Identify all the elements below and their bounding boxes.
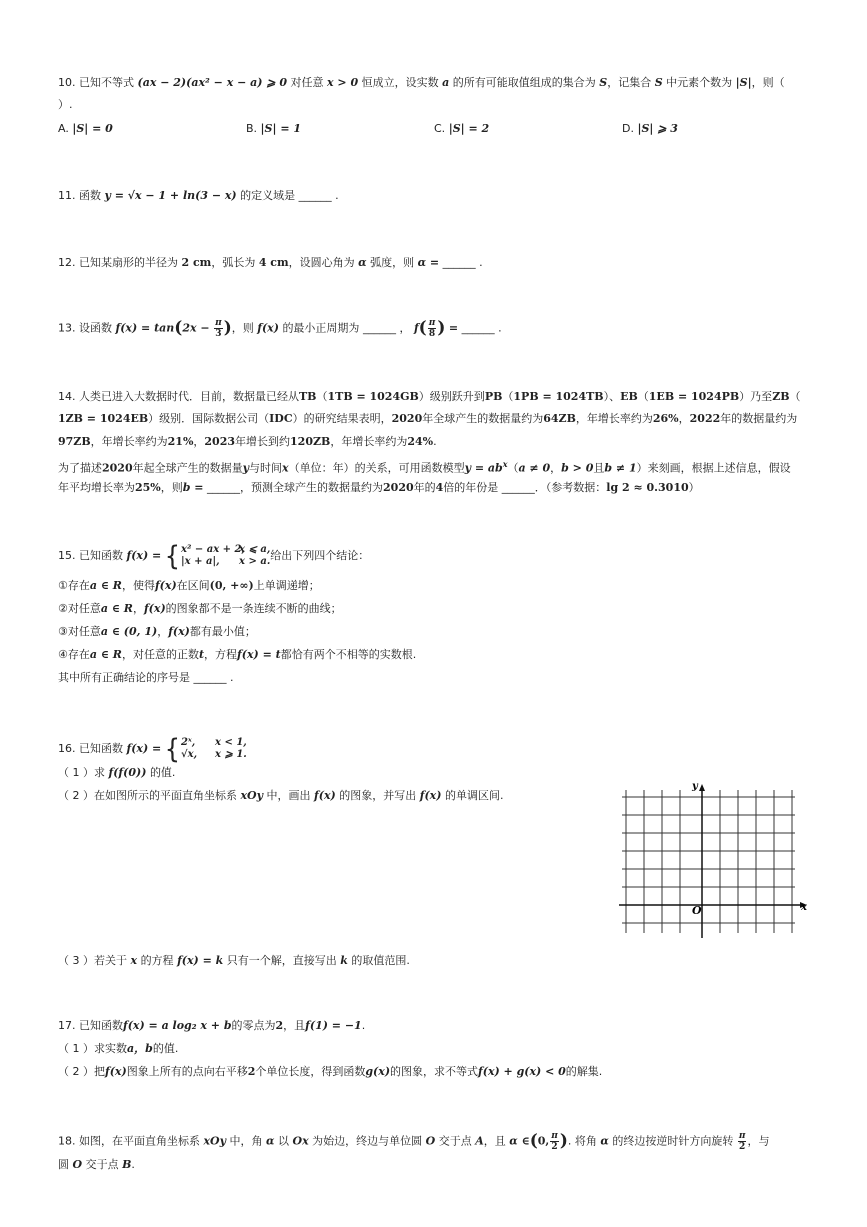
q16-text: 的单调区间. [444,789,504,802]
q16-math: f(x) = k [177,954,224,967]
q10-option-b[interactable] [246,122,301,135]
q15-statement-4 [58,647,416,662]
q18-text: . 将角 [567,1134,597,1148]
q14-year: 2023 [204,435,236,448]
q18-text: 圆 [58,1158,69,1171]
q14-pb-def: 1PB = 1024TB [513,390,604,403]
q15-text: ④存在 [58,648,90,661]
q15-blank[interactable]: ______ [193,671,227,684]
q15-stem [58,540,370,572]
q15-math: a ∈ R [89,648,122,661]
q10-text-e: ，记集合 [607,76,652,89]
q14-text: ，年增长率约为 [330,435,408,448]
q12-arc-length: 4 cm [258,256,289,269]
q14-text: ， [193,435,205,448]
q14-text: 年的数据量约为 [720,412,798,425]
q14-year: 2020 [391,412,423,425]
q15-text: 在区间 [176,579,210,592]
option-label: B. [246,122,258,135]
q14-text: 年平均增长率为 [58,481,135,494]
q14-blank-year[interactable]: ______ [501,481,535,494]
q14-text: （单位：年）的关系，可用函数模型 [288,461,465,475]
q17-stem [58,1018,365,1033]
q12-alpha-eq: α = [417,256,440,269]
q18-math: α [266,1134,275,1148]
q16-brace: { [164,733,181,765]
q16-part-1 [58,765,175,780]
q14-value: 64ZB [543,412,576,425]
q14-text: （ [789,390,801,403]
q18-text: 18. 如图，在平面直角坐标系 [58,1134,200,1148]
q12-stem [58,255,483,270]
q17-part-2 [58,1064,602,1079]
q10-stem [58,75,785,90]
q17-text: 图象上所有的点向右平移 [126,1065,248,1078]
q14-pb: PB [484,390,503,403]
q14-text: （ [507,461,519,475]
q15-text: 上单调递增； [253,579,320,592]
q11-text-a: 11. 函数 [58,189,101,202]
q17-math: 2 [247,1065,256,1078]
q14-line4 [58,457,791,476]
q14-text: （ [316,390,328,403]
q13-eq: = [448,321,459,335]
q13-pi-over-3: $\frac{\pi}{3}$ [215,318,222,339]
grid-lines [622,790,795,933]
q10-text-c: 恒成立，设实数 [361,76,439,89]
q15-cases [181,544,270,568]
q17-text: ，且 [283,1019,306,1032]
q11-stem [58,188,339,203]
q16-math: k [340,954,348,967]
option-math: |S| = 0 [72,122,113,135]
q18-text: ，与 [747,1134,770,1148]
q14-text: ）来刻画，根据上述信息，假设 [636,461,791,475]
q17-text: . [361,1019,366,1032]
q16-case1-expr: 2ˣ, [181,737,196,748]
q18-text: ，且 [483,1134,506,1148]
q14-idc: IDC [269,412,293,425]
q18-text: . [131,1158,135,1171]
q16-part-3 [58,953,410,968]
q14-text: ）乃至 [739,390,773,403]
q14-text: ，年增长率约为 [575,412,653,425]
q15-math: f(x) [154,579,177,592]
q14-text: ，则 [160,481,183,494]
q15-text: 其中所有正确结论的序号是 [58,671,190,684]
q14-text: 年的 [413,481,436,494]
q14-ref-data: lg 2 ≈ 0.3010 [606,481,689,494]
q13-stem [58,318,502,339]
q10-option-c[interactable] [434,122,489,135]
q14-cond: a ≠ 0 [518,461,551,475]
q15-math: a ∈ (0, 1) [100,625,158,638]
q14-text: 为了描述 [58,461,102,475]
option-label: D. [622,122,634,135]
q14-model: y = ab [464,461,503,475]
q15-math: a ∈ R [89,579,122,592]
q14-text: （ [637,390,649,403]
q12-text-d: 弧度，则 [370,256,415,269]
y-axis-arrow [699,784,705,791]
q10-condition: x > 0 [327,76,359,89]
q10-set-s: S [599,76,608,89]
q14-year: 2022 [689,412,721,425]
y-axis-label: y [692,781,698,792]
option-label: A. [58,122,69,135]
option-label: C. [434,122,446,135]
q13-text-a: 13. 设函数 [58,321,112,335]
q13-end: . [498,321,502,335]
q11-end: . [335,189,339,202]
q14-line1 [58,389,801,404]
q10-text-g: ，则（ [751,76,785,89]
q14-line2 [58,411,797,426]
q14-rate: 26% [652,412,679,425]
q18-math: 0, [537,1134,550,1148]
q17-text: 个单位长度，得到函数 [255,1065,366,1078]
q15-text: ，方程 [204,648,238,661]
option-math: |S| = 2 [448,122,490,135]
q16-text: 16. 已知函数 [58,742,123,755]
q15-text: ②对任意 [58,602,101,615]
q18-math: Ox [292,1134,309,1148]
q15-text: 15. 已知函数 [58,549,123,562]
q15-text: ①存在 [58,579,90,592]
q16-math: x [130,954,138,967]
q15-case2-expr: |x + a|, [181,556,220,567]
q18-text: 交于点 [438,1134,472,1148]
q16-text: 的取值范围. [351,954,410,967]
q16-math: f(x) [314,789,336,802]
q14-b-eq: b = [182,481,204,494]
q12-text-a: 12. 已知某扇形的半径为 [58,256,178,269]
q18-pi-over-2-b: $\frac{\pi}{2}$ [738,1131,746,1152]
q15-case1-expr: x² − ax + 2, [181,544,245,555]
q14-text: 年全球产生的数据量约为 [422,412,544,425]
q10-set-s2: S [654,76,663,89]
q15-text: 的图象都不是一条连续不断的曲线； [165,602,342,615]
q18-text: 交于点 [85,1158,119,1171]
q16-case1-cond: x < 1, [215,737,247,748]
q17-text: 的图象，求不等式 [390,1065,479,1078]
q16-text: （ 3 ）若关于 [58,954,127,967]
q15-math: (0, +∞) [209,579,254,592]
q14-text: ，预测全球产生的数据量约为 [240,481,384,494]
q15-math: a ∈ R [100,602,133,615]
q15-text: 都恰有两个不相等的实数根. [280,648,417,661]
q16-text: （ 2 ）在如图所示的平面直角坐标系 [58,789,237,802]
q14-rate: 25% [135,481,161,494]
q12-radius: 2 cm [181,256,212,269]
q12-alpha: α [358,256,367,269]
q17-text: 的值. [152,1042,179,1055]
q14-text: ， [678,412,690,425]
q12-text-c: ，设圆心角为 [288,256,355,269]
q15-math: f(x) [143,602,166,615]
q18-math: xOy [203,1134,227,1148]
q16-text: 中，画出 [266,789,311,802]
q14-model-exp: x [502,459,508,469]
x-axis-label: x [801,902,807,913]
q16-text: 的图象，并写出 [339,789,417,802]
q16-fx: f(x) = [126,742,162,755]
q14-text: ）级别跃升到 [418,390,485,403]
q14-text: 14. 人类已进入大数据时代．目前，数据量已经从 [58,390,299,403]
q10-abs-s: |S| [735,76,752,89]
q18-math: α [600,1134,609,1148]
q16-math: f(x) [419,789,442,802]
q13-tan: f(x) = tan [115,321,175,335]
q14-text: 倍的年份是 [443,481,499,494]
q14-eb: EB [620,390,638,403]
q14-rate: 24% [407,435,434,448]
q15-text: 都有最小值； [189,625,256,638]
q17-part-1 [58,1041,178,1056]
q18-pi-over-2: $\frac{\pi}{2}$ [551,1131,558,1152]
q11-text-b: 的定义域是 [240,189,296,202]
q14-cond: b > 0 [561,461,594,475]
q14-var-y: y [242,461,250,475]
q16-case2-cond: x ⩾ 1. [215,749,247,760]
q13-paren-close: ) [223,318,232,338]
q13-paren2-open: ( [418,318,427,338]
q11-blank[interactable]: ______ [298,189,332,202]
coordinate-grid[interactable] [615,780,815,940]
q18-paren-open: ( [529,1131,538,1151]
q16-text: 的值. [149,766,176,779]
q16-text: 只有一个解，直接写出 [226,954,337,967]
q14-year: 2020 [102,461,133,475]
q13-paren2-close: ) [437,318,446,338]
q15-case2-cond: x > a. [239,556,271,567]
q10-text-d: 的所有可能取值组成的集合为 [452,76,596,89]
q15-case1-cond: x ⩽ a, [239,544,271,555]
q12-text-b: ，弧长为 [211,256,256,269]
q18-text: 中，角 [229,1134,263,1148]
q18-text: 以 [278,1134,290,1148]
q14-tb-def: 1TB = 1024GB [327,390,419,403]
q10-text-f: 中元素个数为 [666,76,733,89]
q16-text: 的方程 [140,954,174,967]
q17-text: （ 2 ）把 [58,1065,105,1078]
q15-statement-1 [58,578,320,593]
q14-text: 且 [593,461,605,475]
q14-text: ）、 [603,390,621,403]
q10-text-b: 对任意 [290,76,324,89]
q14-rate: 21% [167,435,194,448]
q14-value: 97ZB [58,435,91,448]
q18-text: 的终边按逆时针方向旋转 [612,1134,734,1148]
option-math: |S| = 1 [260,122,302,135]
q14-text: 年增长到约 [235,435,291,448]
q13-arg: 2x − [182,321,210,335]
q17-condition: f(1) = −1 [305,1019,362,1032]
q15-answer-line [58,670,234,685]
q15-text: ， [132,602,144,615]
q17-text: 的零点为 [231,1019,276,1032]
q16-part-2 [58,788,503,803]
q18-math: B [122,1158,132,1171]
q18-math: A [475,1134,484,1148]
q12-blank[interactable]: ______ [442,256,476,269]
q13-f: f [413,321,419,335]
q14-text: 与时间 [249,461,283,475]
q10-var-a: a [442,76,450,89]
q16-stem [58,733,247,765]
q14-year: 2020 [383,481,414,494]
q13-sep: ， [399,321,411,335]
q13-pi-over-8: $\frac{\pi}{8}$ [428,318,436,339]
q15-text: ， [157,625,169,638]
q13-fx: f(x) [257,321,279,335]
q16-math: xOy [240,789,264,802]
q17-math: f(x) [105,1065,127,1078]
q16-text: （ 1 ）求 [58,766,105,779]
q13-blank-value[interactable]: ______ [461,321,495,335]
q14-cond: b ≠ 1 [604,461,637,475]
q14-text: ， [550,461,562,475]
q18-math: O [72,1158,83,1171]
q15-fx: f(x) = [126,549,162,562]
q17-math: f(x) + g(x) < 0 [478,1065,566,1078]
q17-two: 2 [275,1019,284,1032]
q15-statement-3 [58,624,256,639]
q13-text-b: ，则 [231,321,254,335]
q14-text: ．（参考数据： [534,481,607,494]
q15-brace: { [164,540,181,572]
q12-end: . [479,256,483,269]
q14-text: ）的研究结果表明， [292,412,392,425]
q16-case2-expr: √x, [181,749,198,760]
q13-blank-period[interactable]: ______ [362,321,396,335]
q18-stem-2 [58,1157,135,1172]
q18-paren-close: ) [559,1131,568,1151]
q18-math: α ∈ [509,1134,530,1148]
q16-math: f(f(0)) [108,766,147,779]
q15-text: ③对任意 [58,625,101,638]
q10-inequality: (ax − 2)(ax² − x − a) ⩾ 0 [137,76,288,89]
q15-text: 给出下列四个结论： [270,549,370,562]
option-math: |S| ⩾ 3 [637,122,678,135]
q14-zb-def: 1ZB = 1024EB [58,412,149,425]
q15-statement-2 [58,601,342,616]
q14-var-x: x [282,461,289,475]
origin-label: O [692,904,702,917]
q17-function: f(x) = a log₂ x + b [123,1019,232,1032]
q15-end: . [230,671,234,684]
q14-line5 [58,480,700,495]
q10-option-d[interactable] [622,122,678,135]
q15-text: ，对任意的正数 [121,648,199,661]
q13-paren-open: ( [174,318,183,338]
q17-math: a，b [127,1042,153,1055]
q14-value: 120ZB [290,435,331,448]
q17-math: g(x) [365,1065,391,1078]
q10-stem-tail: ）. [58,98,73,111]
q14-line3 [58,434,437,449]
q14-eb-def: 1EB = 1024PB [648,390,740,403]
q10-option-a[interactable] [58,122,113,135]
q14-text: ，年增长率约为 [90,435,168,448]
q13-text-c: 的最小正周期为 [282,321,360,335]
q11-function: y = √x − 1 + ln(3 − x) [104,189,237,202]
q14-text: 年起全球产生的数据量 [132,461,243,475]
q14-tb: TB [299,390,317,403]
q15-text: ，使得 [121,579,155,592]
q17-text: 的解集. [565,1065,603,1078]
q15-math: f(x) [168,625,190,638]
q17-text: （ 1 ）求实数 [58,1042,127,1055]
q14-four: 4 [435,481,444,494]
q14-text: ） [688,481,700,494]
q17-text: 17. 已知函数 [58,1019,123,1032]
q14-text: . [433,435,437,448]
q14-zb: ZB [772,390,790,403]
q14-text: ）级别．国际数据公司（ [148,412,270,425]
q18-text: 为始边，终边与单位圆 [312,1134,423,1148]
q14-text: （ [502,390,514,403]
q10-text-a: 10. 已知不等式 [58,76,134,89]
q15-math: t [198,648,205,661]
q14-blank-b[interactable]: ______ [207,481,241,494]
q16-cases [181,737,247,761]
q18-math: O [425,1134,436,1148]
q18-stem [58,1131,769,1152]
q15-math: f(x) = t [237,648,281,661]
